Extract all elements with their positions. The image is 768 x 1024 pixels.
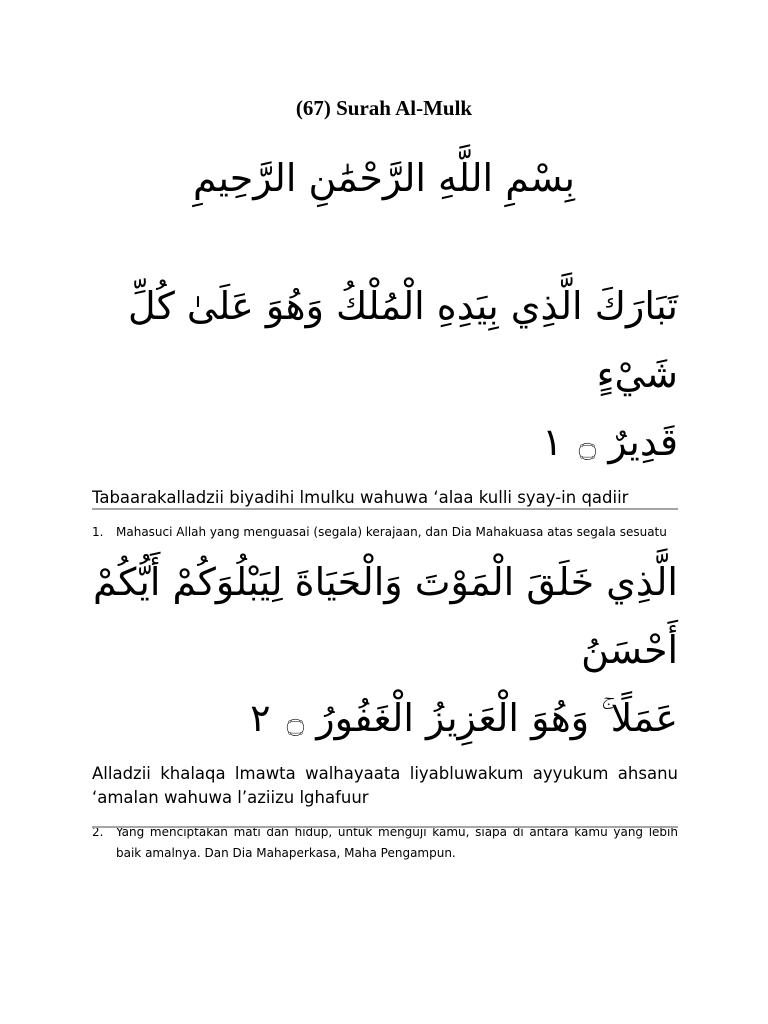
verse-arabic-line: الَّذِي خَلَقَ الْمَوْتَ وَالْحَيَاةَ لِيَبْلُوَكُمْ أَيُّكُمْ أَحْسَنُ	[93, 560, 678, 672]
verse-arabic-line: تَبَارَكَ الَّذِي بِيَدِهِ الْمُلْكُ وَهُوَ عَلَىٰ كُلِّ شَيْءٍ	[127, 284, 678, 396]
surah-title: (67) Surah Al-Mulk	[295, 96, 473, 120]
verse-block-1	[92, 272, 678, 543]
ayah-number: ١	[542, 420, 563, 464]
section-divider	[92, 826, 678, 828]
verse-arabic-segment: عَمَلًا ۚ وَهُوَ الْعَزِيزُ الْغَفُورُ	[316, 696, 678, 740]
verse-arabic-line	[92, 684, 678, 756]
verse-translation	[92, 522, 678, 543]
verse-arabic-line	[92, 408, 678, 480]
basmala: بِسْمِ اللَّهِ الرَّحْمَٰنِ الرَّحِيمِ	[193, 156, 575, 200]
verse-arabic-text	[92, 548, 678, 756]
section-divider	[92, 508, 678, 510]
verse-arabic-text	[92, 272, 678, 480]
verse-translation	[92, 822, 678, 864]
ayah-end-marker-icon: ۝	[286, 704, 305, 739]
verse-transliteration: Alladzii khalaqa lmawta walhayaata liyabluwakum ayyukum ahsanu ‘amalan wahuwa l’aziizu lghafuur	[92, 764, 678, 807]
verse-arabic-segment: قَدِيرٌ	[608, 420, 678, 464]
verse-block-2	[92, 548, 678, 864]
ayah-number: ٢	[250, 696, 271, 740]
translation-number: 2.	[92, 825, 104, 839]
translation-number: 1.	[92, 525, 104, 539]
ayah-end-marker-icon: ۝	[578, 428, 597, 463]
translation-text: Mahasuci Allah yang menguasai (segala) kerajaan, dan Dia Mahakuasa atas segala sesuatu	[116, 525, 667, 539]
verse-transliteration: Tabaarakalladzii biyadihi lmulku wahuwa ‘alaa kulli syay-in qadiir	[92, 488, 629, 507]
translation-text: Yang menciptakan mati dan hidup, untuk menguji kamu, siapa di antara kamu yang lebih baik amalnya. Dan Dia Mahaperkasa, Maha Pengampun.	[116, 825, 678, 860]
